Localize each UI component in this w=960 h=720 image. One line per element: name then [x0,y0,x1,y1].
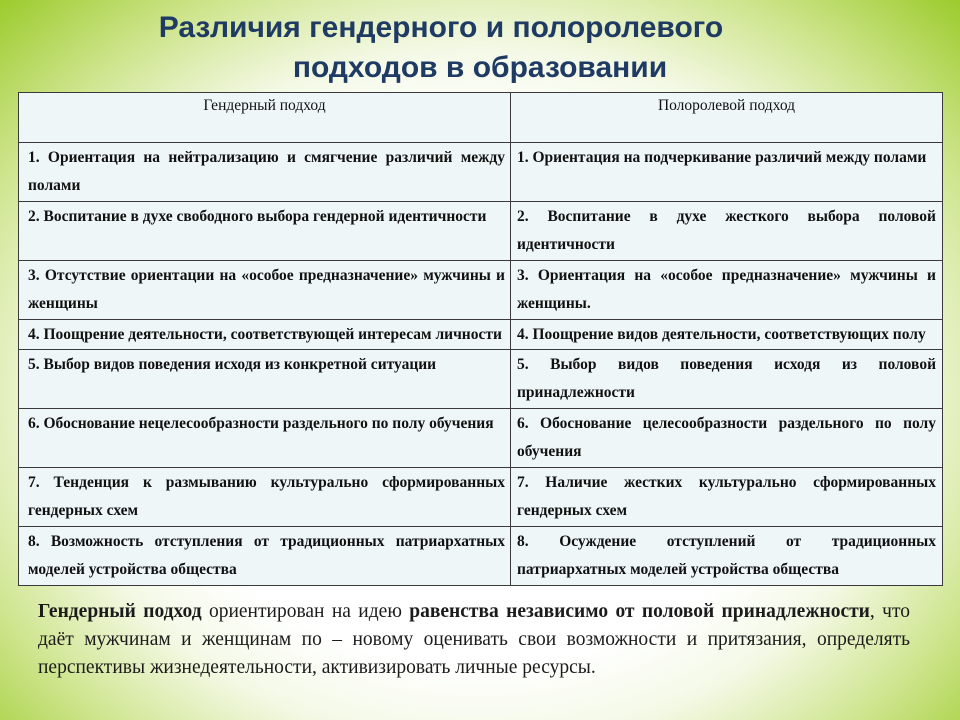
summary-text-part-1: ориентирован на идею [201,601,410,622]
sex-role-cell: 5. Выбор видов поведения исходя из половой принадлежности [511,350,943,409]
table-row [19,319,943,349]
header-gender-approach: Гендерный подход [19,93,511,143]
slide-title-line-1: Различия гендерного и полоролевого [158,11,724,44]
table-row [19,350,943,409]
summary-paragraph [38,598,910,682]
gender-cell: 3. Отсутствие ориентации на «особое предназначение» мужчины и женщины [19,260,511,319]
gender-cell: 5. Выбор видов поведения исходя из конкретной ситуации [19,350,511,409]
gender-cell: 1. Ориентация на нейтрализацию и смягчение различий между полами [19,143,511,202]
table-row [19,260,943,319]
gender-cell: 8. Возможность отступления от традиционных патриархатных моделей устройства общества [19,527,511,586]
sex-role-cell: 4. Поощрение видов деятельности, соответствующих полу [511,319,943,349]
sex-role-cell: 3. Ориентация на «особое предназначение» мужчины и женщины. [511,260,943,319]
gender-cell: 7. Тенденция к размыванию культурально сформированных гендерных схем [19,468,511,527]
table-row [19,143,943,202]
gender-cell: 2. Воспитание в духе свободного выбора гендерной идентичности [19,201,511,260]
gender-cell: 4. Поощрение деятельности, соответствующей интересам личности [19,319,511,349]
header-sex-role-approach: Полоролевой подход [511,93,943,143]
table-row [19,468,943,527]
sex-role-cell: 7. Наличие жестких культурально сформированных гендерных схем [511,468,943,527]
table-row [19,409,943,468]
summary-text-part-2: , что даёт мужчинам и женщинам по – новому оценивать свои возможности и притязания, определять перспективы жизнедеятельности, активизировать личные ресурсы. [38,601,910,678]
summary-bold-equality: равенства независимо от половой принадлежности [409,601,870,622]
sex-role-cell: 1. Ориентация на подчеркивание различий между полами [511,143,943,202]
table-row [19,527,943,586]
slide-title-line-2: подходов в образовании [292,51,668,84]
table-header-row [19,93,943,143]
comparison-table [18,92,943,586]
sex-role-cell: 8. Осуждение отступлений от традиционных патриархатных моделей устройства общества [511,527,943,586]
gender-cell: 6. Обоснование нецелесообразности раздельного по полу обучения [19,409,511,468]
sex-role-cell: 2. Воспитание в духе жесткого выбора половой идентичности [511,201,943,260]
sex-role-cell: 6. Обоснование целесообразности раздельного по полу обучения [511,409,943,468]
slide-title [60,8,900,88]
table-row [19,201,943,260]
summary-bold-term: Гендерный подход [38,601,202,622]
